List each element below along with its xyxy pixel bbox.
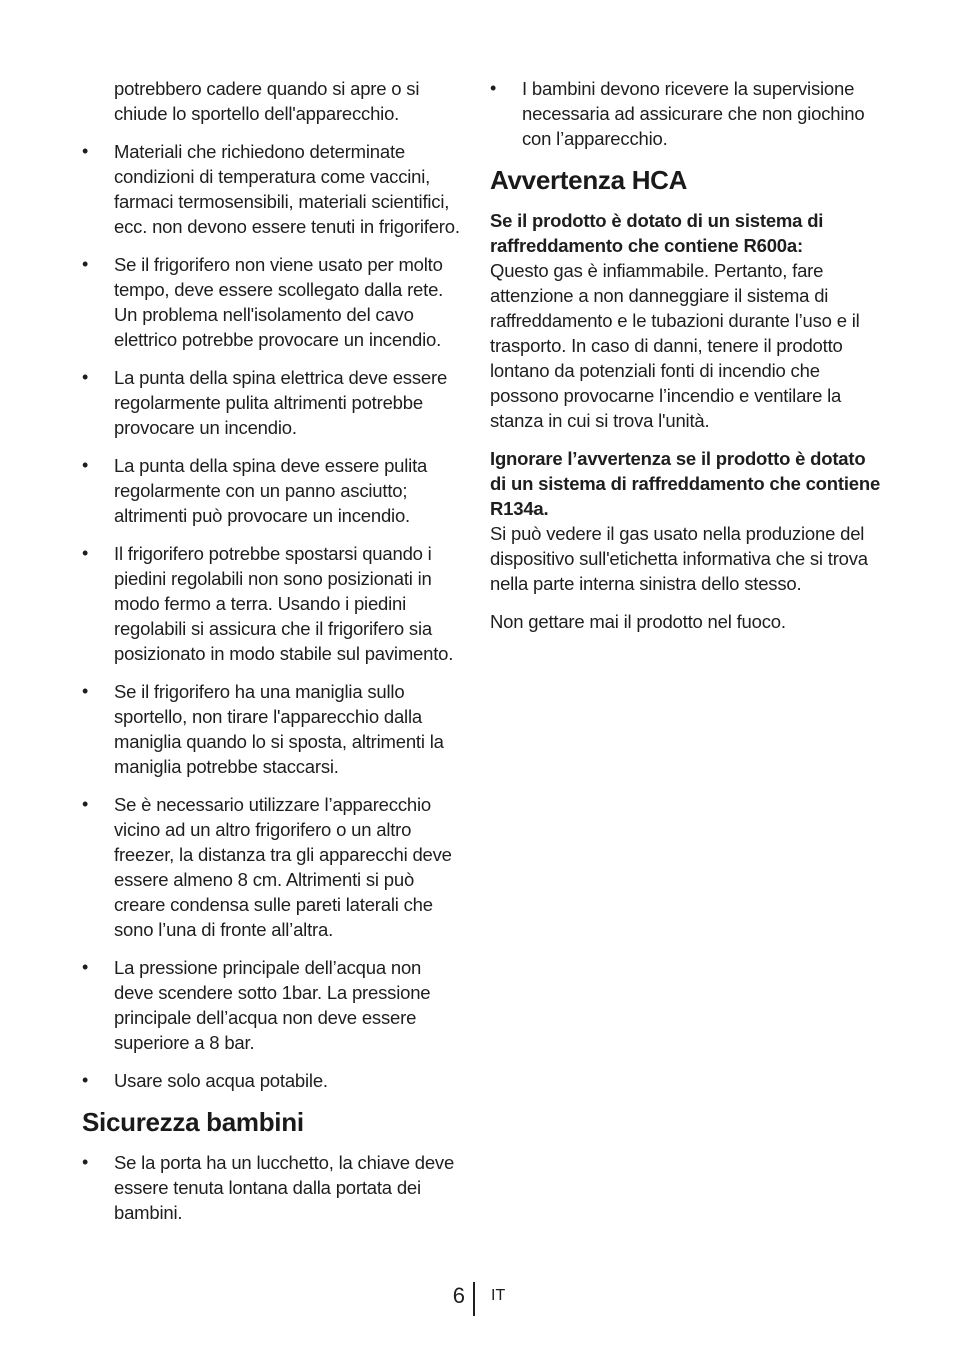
bullet-icon: • bbox=[82, 1152, 89, 1172]
paragraph-heading: Ignorare l’avvertenza se il prodotto è dotato di un sistema di raffreddamento che contiene R134a. bbox=[490, 448, 881, 519]
list-item: • Se il frigorifero ha una maniglia sullo sportello, non tirare l'apparecchio dalla maniglia quando lo si sposta, altrimenti la maniglia potrebbe staccarsi. bbox=[82, 681, 444, 777]
safety-bullet-list bbox=[82, 139, 464, 1093]
left-column bbox=[82, 76, 464, 1238]
bullet-icon: • bbox=[82, 367, 89, 387]
language-code: IT bbox=[491, 1287, 506, 1304]
list-item: • Usare solo acqua potabile. bbox=[82, 1070, 328, 1091]
list-item: • Se il frigorifero non viene usato per molto tempo, deve essere scollegato dalla rete. Un problema nell'isolamento del cavo elettrico potrebbe provocare un incendio. bbox=[82, 254, 444, 350]
hca-paragraph-r600a bbox=[490, 208, 882, 433]
section-title-child-safety: Sicurezza bambini bbox=[82, 1107, 304, 1137]
continuation-text: potrebbero cadere quando si apre o si chiude lo sportello dell'apparecchio. bbox=[114, 78, 420, 124]
bullet-icon: • bbox=[490, 78, 497, 98]
footer-divider bbox=[473, 1282, 475, 1316]
list-item: • Il frigorifero potrebbe spostarsi quando i piedini regolabili non sono posizionati in modo fermo a terra. Usando i piedini regolabili si assicura che il frigorifero sia posizionato in modo stabile sul pavimento. bbox=[82, 543, 454, 664]
list-item: • La punta della spina elettrica deve essere regolarmente pulita altrimenti potrebbe provocare un incendio. bbox=[82, 367, 448, 438]
child-safety-bullet-list bbox=[82, 1150, 464, 1225]
bullet-icon: • bbox=[82, 543, 89, 563]
hca-paragraph-r134a bbox=[490, 446, 882, 596]
list-item: • La pressione principale dell’acqua non deve scendere sotto 1bar. La pressione principale dell’acqua non deve essere superiore a 8 bar. bbox=[82, 957, 431, 1053]
bullet-icon: • bbox=[82, 141, 89, 161]
bullet-icon: • bbox=[82, 681, 89, 701]
list-item: • La punta della spina deve essere pulita regolarmente con un panno asciutto; altrimenti può provocare un incendio. bbox=[82, 455, 428, 526]
paragraph-heading: Se il prodotto è dotato di un sistema di raffreddamento che contiene R600a: bbox=[490, 210, 824, 256]
paragraph-text: Si può vedere il gas usato nella produzione del dispositivo sull'etichetta informativa che si trova nella parte interna sinistra dello stesso. bbox=[490, 523, 868, 594]
bullet-icon: • bbox=[82, 254, 89, 274]
bullet-icon: • bbox=[82, 794, 89, 814]
bullet-icon: • bbox=[82, 957, 89, 977]
paragraph-text: Non gettare mai il prodotto nel fuoco. bbox=[490, 611, 786, 632]
list-item: • Materiali che richiedono determinate condizioni di temperatura come vaccini, farmaci termosensibili, materiali scientifici, ecc. non devono essere tenuti in frigorifero. bbox=[82, 141, 460, 237]
bullet-icon: • bbox=[82, 455, 89, 475]
right-column bbox=[490, 76, 882, 647]
list-item: • I bambini devono ricevere la supervisione necessaria ad assicurare che non giochino con l’apparecchio. bbox=[490, 78, 865, 149]
bullet-icon: • bbox=[82, 1070, 89, 1090]
list-item: • Se la porta ha un lucchetto, la chiave deve essere tenuta lontana dalla portata dei bambini. bbox=[82, 1152, 455, 1223]
page-footer bbox=[0, 1282, 954, 1316]
hca-paragraph-fire bbox=[490, 609, 882, 634]
list-item: • Se è necessario utilizzare l’apparecchio vicino ad un altro frigorifero o un altro freezer, la distanza tra gli apparecchi deve essere almeno 8 cm. Altrimenti si può creare condensa sulle pareti laterali che sono l’una di fronte all’altra. bbox=[82, 794, 452, 940]
paragraph-text: Questo gas è infiammabile. Pertanto, fare attenzione a non danneggiare il sistema di raffreddamento e le tubazioni durante l’uso e il trasporto. In caso di danni, tenere il prodotto lontano da potenziali fonti di incendio che possono provocarne l’incendio e ventilare la stanza in cui si trova l'unità. bbox=[490, 260, 860, 431]
child-safety-bullet-list-continued bbox=[490, 76, 882, 151]
page-number: 6 bbox=[452, 1283, 465, 1308]
section-title-hca-warning: Avvertenza HCA bbox=[490, 165, 688, 195]
